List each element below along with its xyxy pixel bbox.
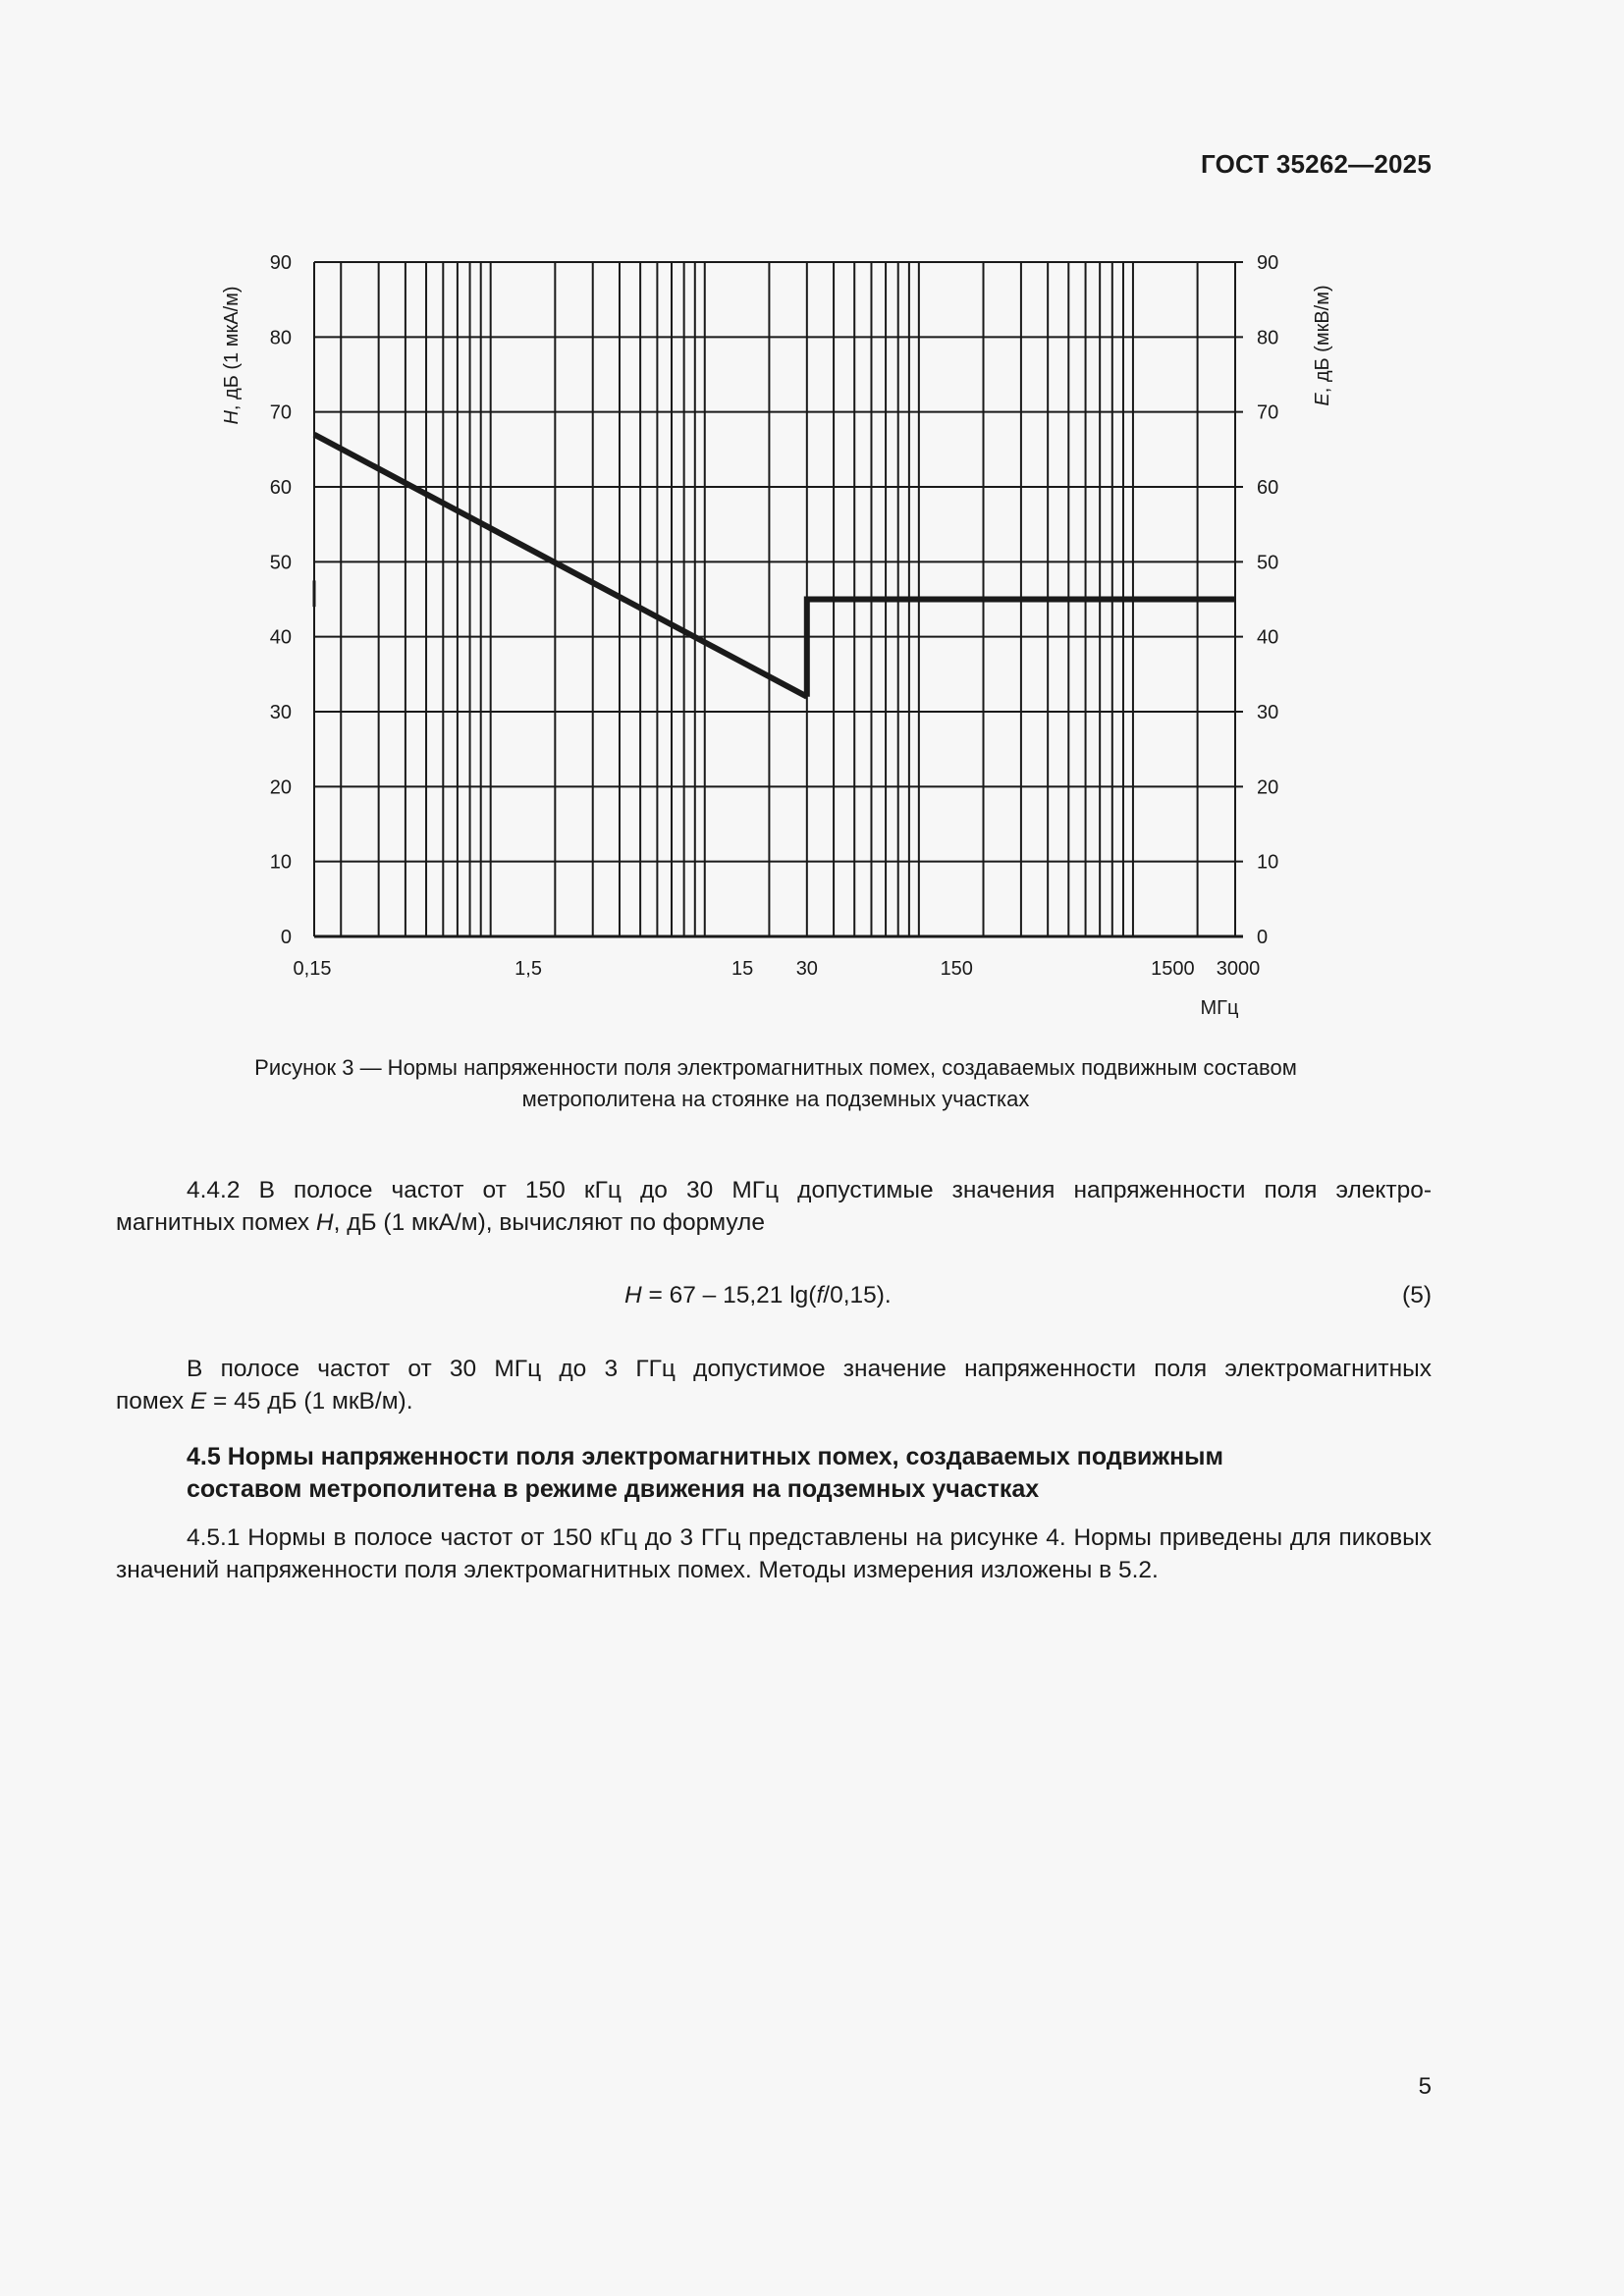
p442-text-a: магнитных помех bbox=[116, 1209, 316, 1236]
right-y-tick-label: 30 bbox=[1257, 702, 1279, 723]
pe-line-2 bbox=[116, 1385, 1432, 1417]
right-y-tick-label: 60 bbox=[1257, 477, 1279, 499]
right-y-tick-labels bbox=[1257, 252, 1278, 948]
p442-line-1: 4.4.2 В полосе частот от 150 кГц до 30 МГц допустимые значения напряженности поля электро- bbox=[187, 1177, 1432, 1203]
right-y-tick-label: 80 bbox=[1257, 327, 1279, 349]
pe-line-1: В полосе частот от 30 МГц до 3 ГГц допустимое значение напряженности поля электромагнитных bbox=[187, 1356, 1432, 1382]
left-y-tick-label: 20 bbox=[269, 776, 292, 799]
left-y-tick-label: 30 bbox=[269, 702, 292, 723]
right-y-tick-label: 0 bbox=[1257, 927, 1269, 948]
left-y-tick-label: 60 bbox=[269, 477, 292, 499]
symbol-h: H bbox=[315, 1209, 334, 1236]
left-y-tick-label: 90 bbox=[269, 252, 292, 274]
p442-text-b: , дБ (1 мкА/м), вычисляют по формуле bbox=[333, 1209, 765, 1236]
left-y-tick-labels bbox=[270, 252, 292, 948]
formula-symbol-h: H bbox=[624, 1282, 642, 1308]
page-number: 5 bbox=[1418, 2073, 1432, 2100]
x-tick-label: 1500 bbox=[1151, 958, 1195, 980]
formula-number: (5) bbox=[1402, 1282, 1432, 1308]
symbol-e: E bbox=[189, 1388, 207, 1415]
heading-line-1: 4.5 Нормы напряженности поля электромагнитных помех, создаваемых подвижным bbox=[187, 1443, 1224, 1470]
right-y-tick-label: 50 bbox=[1257, 552, 1279, 574]
pe-text-a: помех bbox=[116, 1388, 190, 1415]
formula-part-a: = 67 – 15,21 lg( bbox=[641, 1282, 817, 1308]
heading-line-2: составом метрополитена в режиме движения на подземных участках bbox=[187, 1475, 1040, 1503]
formula-expression bbox=[624, 1279, 892, 1311]
right-y-tick-label: 40 bbox=[1257, 626, 1279, 649]
series-line-1 bbox=[314, 435, 807, 697]
x-axis-label: МГц bbox=[1200, 997, 1239, 1019]
x-tick-label: 30 bbox=[795, 958, 818, 980]
x-tick-label: 150 bbox=[940, 958, 973, 980]
caption-line-2: метрополитена на стоянке на подземных участках bbox=[521, 1087, 1030, 1111]
formula-part-b: /0,15). bbox=[823, 1282, 892, 1308]
right-y-axis-label: E, дБ (мкВ/м) bbox=[1312, 285, 1333, 406]
p442-line-2 bbox=[116, 1206, 1432, 1239]
left-y-tick-label: 40 bbox=[269, 626, 292, 649]
left-y-tick-label: 70 bbox=[269, 401, 292, 424]
paragraph-e-limit bbox=[116, 1353, 1432, 1417]
x-tick-label: 15 bbox=[731, 958, 754, 980]
right-y-tick-label: 20 bbox=[1257, 776, 1279, 799]
formula-symbol-f: f bbox=[816, 1282, 824, 1308]
left-y-axis-label: H, дБ (1 мкА/м) bbox=[221, 286, 243, 425]
x-tick-label: 3000 bbox=[1216, 958, 1261, 980]
x-tick-labels bbox=[294, 958, 1261, 980]
paragraph-4-5-1: 4.5.1 Нормы в полосе частот от 150 кГц до 3 ГГц представлены на рисунке 4. Нормы приведены для пиковых значений напряженности поля электромагнитных помех. Методы измерения изложены в 5.2. bbox=[116, 1524, 1432, 1583]
section-heading-4-5 bbox=[187, 1441, 1424, 1506]
right-y-tick-label: 70 bbox=[1257, 401, 1279, 424]
right-y-tick-label: 10 bbox=[1257, 851, 1279, 874]
series-layer bbox=[314, 435, 1235, 697]
left-y-tick-label: 80 bbox=[269, 327, 292, 349]
left-y-tick-label: 50 bbox=[269, 552, 292, 574]
caption-line-1: Рисунок 3 — Нормы напряженности поля электромагнитных помех, создаваемых подвижным составом bbox=[254, 1055, 1297, 1080]
figure-caption bbox=[147, 1052, 1404, 1115]
document-code: ГОСТ 35262—2025 bbox=[1201, 149, 1432, 179]
left-y-tick-label: 10 bbox=[269, 851, 292, 874]
paragraph-4-4-2 bbox=[116, 1174, 1432, 1239]
right-y-tick-label: 90 bbox=[1257, 252, 1279, 274]
left-y-tick-label: 0 bbox=[280, 927, 292, 948]
x-tick-label: 0,15 bbox=[293, 958, 332, 980]
pe-text-b: = 45 дБ (1 мкВ/м). bbox=[206, 1388, 413, 1415]
x-tick-label: 1,5 bbox=[514, 958, 542, 980]
figure-3-chart bbox=[0, 0, 1624, 1041]
